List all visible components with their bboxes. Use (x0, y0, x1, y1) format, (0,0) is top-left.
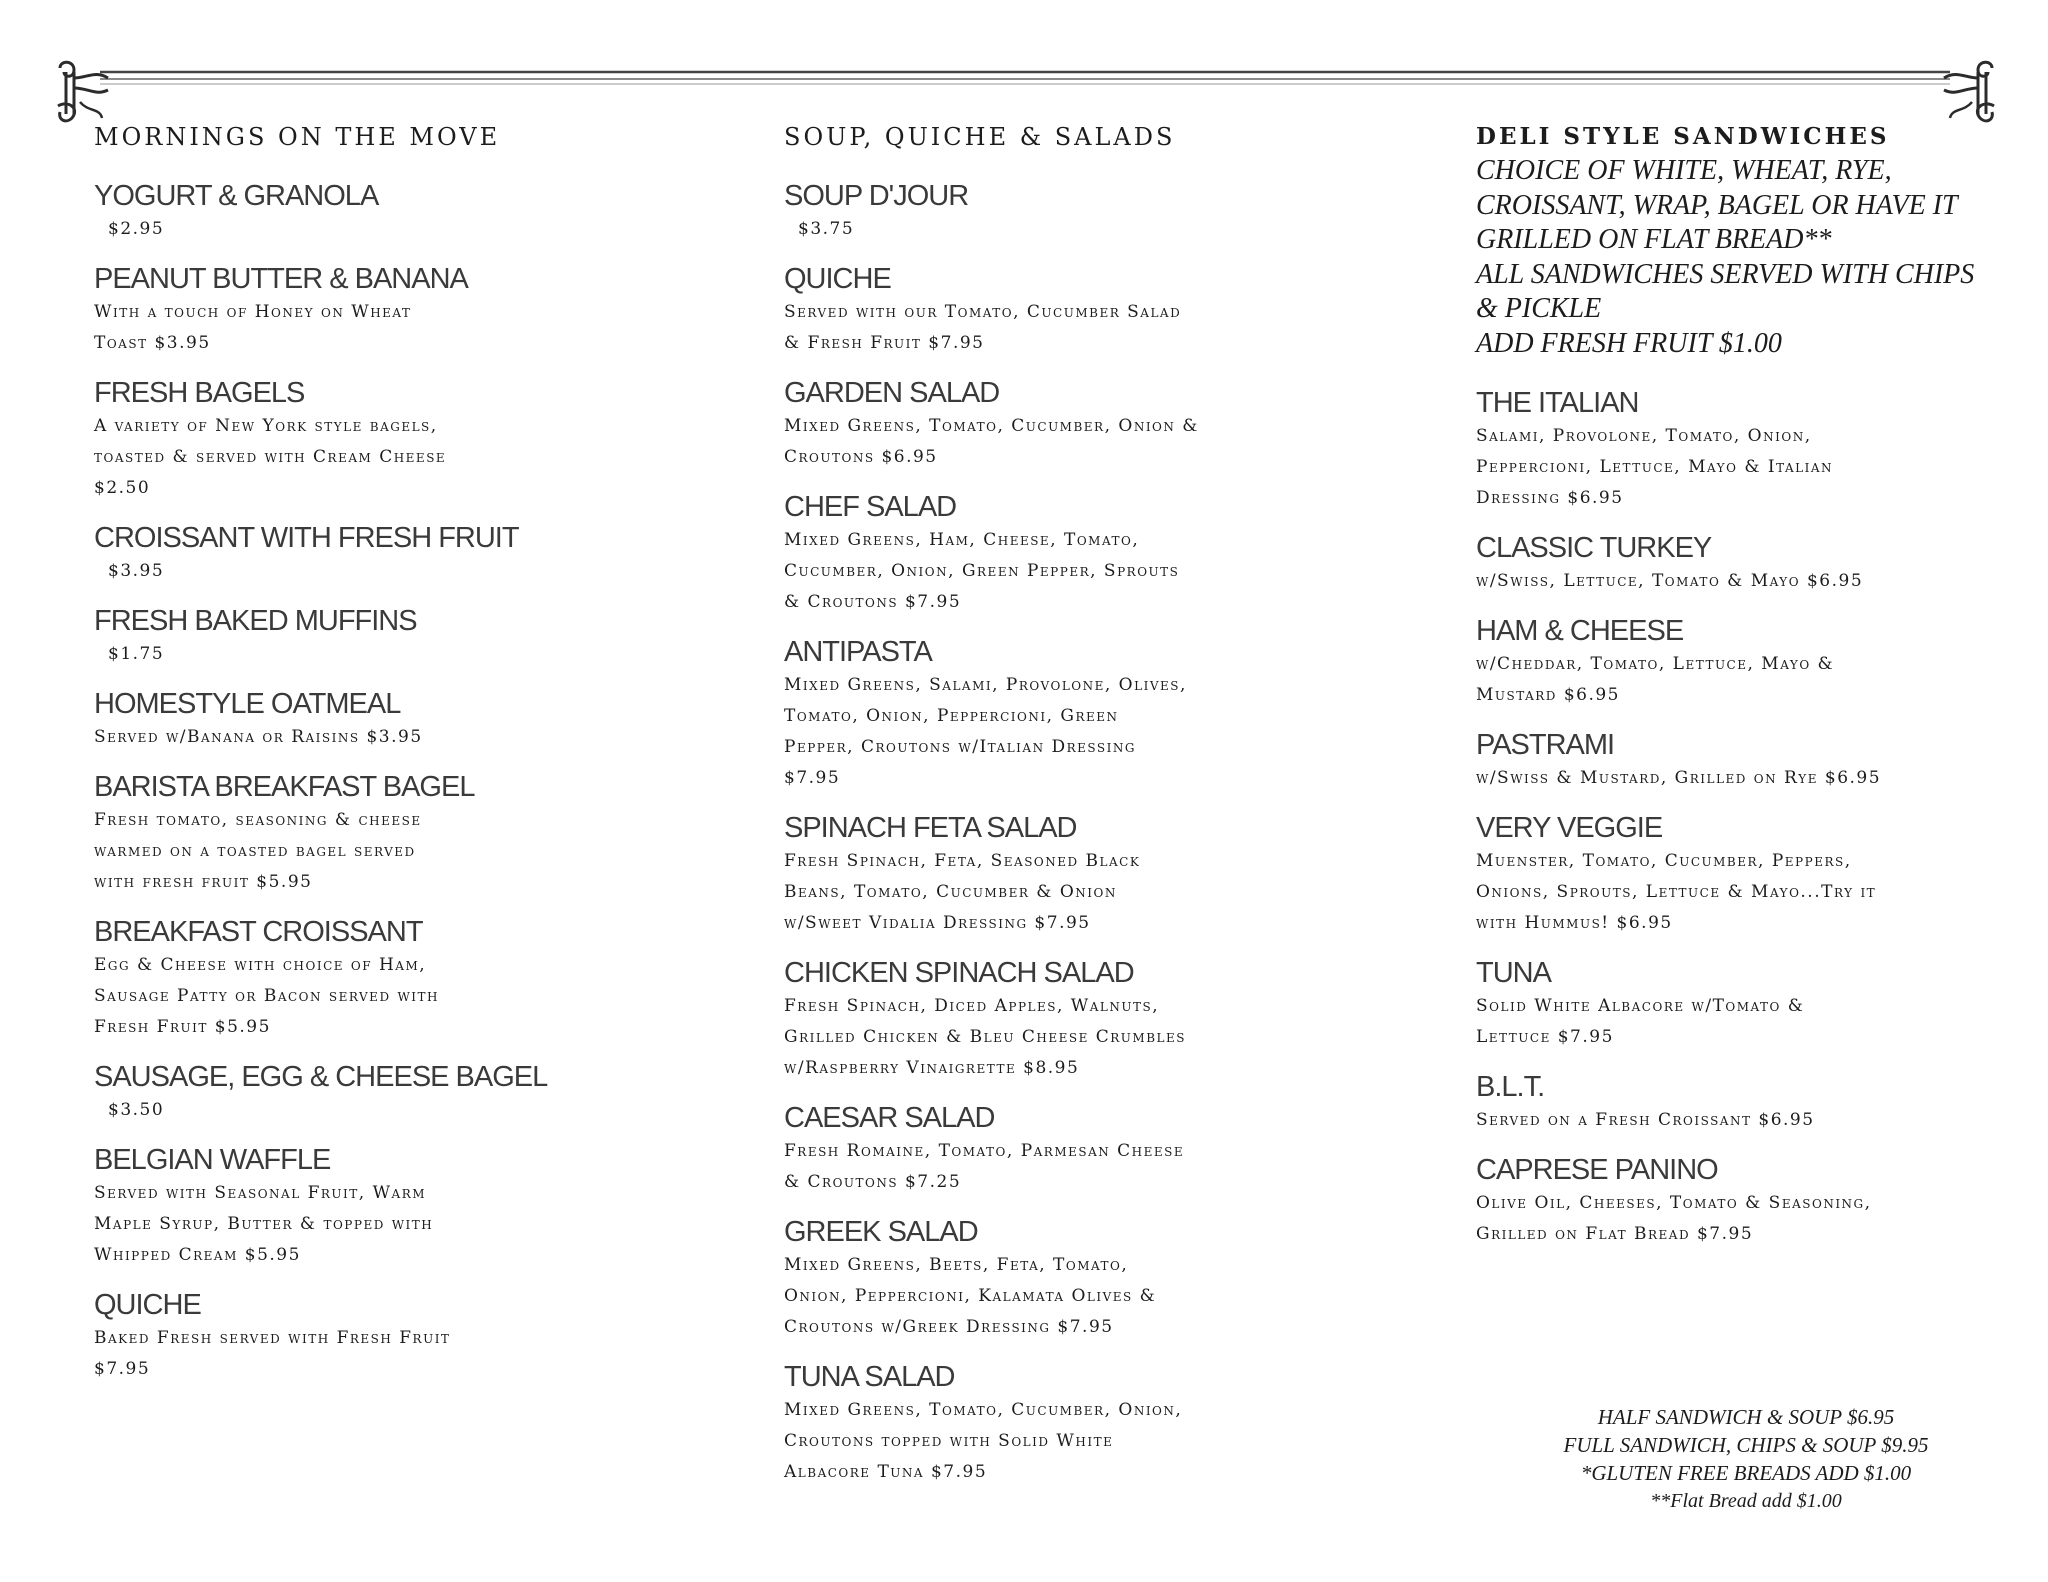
item-name: GREEK SALAD (784, 1216, 978, 1248)
item-name: B.L.T. (1476, 1071, 1545, 1103)
menu-item (1476, 1152, 2016, 1250)
menu-items (94, 178, 694, 1385)
menu-item (94, 261, 694, 359)
menu-item (94, 178, 694, 245)
item-name: THE ITALIAN (1476, 387, 1639, 419)
item-description: Baked Fresh served with Fresh Fruit $7.95 (94, 1328, 451, 1379)
item-description: Olive Oil, Cheeses, Tomato & Seasoning, Grilled on Flat Bread $7.95 (1476, 1193, 1872, 1244)
combo-line: HALF SANDWICH & SOUP $6.95 (1597, 1405, 1895, 1429)
item-description: Muenster, Tomato, Cucumber, Peppers, Onions, Sprouts, Lettuce & Mayo...Try it with Hummus! $6.95 (1476, 851, 1877, 933)
menu-item (784, 261, 1344, 359)
item-name: YOGURT & GRANOLA (94, 180, 379, 212)
menu-item (784, 955, 1344, 1084)
item-description: Served w/Banana or Raisins $3.95 (94, 727, 423, 747)
item-name: CHICKEN SPINACH SALAD (784, 957, 1134, 989)
item-description: Mixed Greens, Salami, Provolone, Olives, Tomato, Onion, Peppercioni, Green Pepper, Croutons w/Italian Dressing $7.95 (784, 675, 1187, 788)
combo-line: FULL SANDWICH, CHIPS & SOUP $9.95 (1563, 1433, 1929, 1457)
menu-item (94, 686, 694, 753)
menu-item (784, 810, 1344, 939)
menu-item (784, 1214, 1344, 1343)
item-description: Mixed Greens, Beets, Feta, Tomato, Onion, Peppercioni, Kalamata Olives & Croutons w/Greek Dressing $7.95 (784, 1255, 1157, 1337)
item-name: CLASSIC TURKEY (1476, 532, 1712, 564)
item-name: CAESAR SALAD (784, 1102, 995, 1134)
item-name: GARDEN SALAD (784, 377, 1000, 409)
menu-item (1476, 955, 2016, 1053)
menu-item (1476, 1069, 2016, 1136)
item-name: QUICHE (784, 263, 891, 295)
combo-line: *GLUTEN FREE BREADS ADD $1.00 (1580, 1461, 1912, 1485)
item-name: TUNA SALAD (784, 1361, 955, 1393)
item-name: PASTRAMI (1476, 729, 1615, 761)
combo-specials (1476, 1403, 2016, 1515)
item-description: $3.75 (798, 219, 855, 239)
deli-sandwiches-column (1476, 120, 2016, 1250)
menu-item (1476, 385, 2016, 514)
item-name: ANTIPASTA (784, 636, 932, 668)
item-name: CAPRESE PANINO (1476, 1154, 1718, 1186)
item-description: $2.95 (108, 219, 165, 239)
menu-item (784, 1100, 1344, 1198)
item-description: With a touch of Honey on Wheat Toast $3.95 (94, 302, 412, 353)
item-name: BREAKFAST CROISSANT (94, 916, 423, 948)
menu-item (1476, 530, 2016, 597)
item-name: VERY VEGGIE (1476, 812, 1663, 844)
item-description: Mixed Greens, Ham, Cheese, Tomato, Cucumber, Onion, Green Pepper, Sprouts & Croutons $7.95 (784, 530, 1180, 612)
item-description: A variety of New York style bagels, toasted & served with Cream Cheese $2.50 (94, 416, 447, 498)
item-name: SPINACH FETA SALAD (784, 812, 1077, 844)
item-description: Fresh Spinach, Feta, Seasoned Black Beans, Tomato, Cucumber & Onion w/Sweet Vidalia Dressing $7.95 (784, 851, 1141, 933)
item-description: w/Cheddar, Tomato, Lettuce, Mayo & Mustard $6.95 (1476, 654, 1835, 705)
item-description: w/Swiss & Mustard, Grilled on Rye $6.95 (1476, 768, 1882, 788)
item-description: Fresh tomato, seasoning & cheese warmed on a toasted bagel served with fresh fruit $5.95 (94, 810, 422, 892)
menu-item (94, 1287, 694, 1385)
item-name: SOUP D'JOUR (784, 180, 969, 212)
item-name: SAUSAGE, EGG & CHEESE BAGEL (94, 1061, 548, 1093)
soup-salads-column (784, 120, 1344, 1488)
item-name: HOMESTYLE OATMEAL (94, 688, 401, 720)
item-name: HAM & CHEESE (1476, 615, 1684, 647)
item-name: CHEF SALAD (784, 491, 957, 523)
item-description: Solid White Albacore w/Tomato & Lettuce $7.95 (1476, 996, 1805, 1047)
menu-item (94, 769, 694, 898)
item-description: w/Swiss, Lettuce, Tomato & Mayo $6.95 (1476, 571, 1864, 591)
menu-item (94, 520, 694, 587)
item-name: FRESH BAGELS (94, 377, 305, 409)
item-name: BARISTA BREAKFAST BAGEL (94, 771, 475, 803)
item-name: CROISSANT WITH FRESH FRUIT (94, 522, 519, 554)
menu-item (784, 634, 1344, 794)
item-name: FRESH BAKED MUFFINS (94, 605, 417, 637)
item-description: $3.50 (108, 1100, 165, 1120)
item-description: Served on a Fresh Croissant $6.95 (1476, 1110, 1815, 1130)
item-description: Mixed Greens, Tomato, Cucumber, Onion & Croutons $6.95 (784, 416, 1199, 467)
menu-item (784, 375, 1344, 473)
item-description: $3.95 (108, 561, 165, 581)
item-name: BELGIAN WAFFLE (94, 1144, 331, 1176)
menu-item (94, 603, 694, 670)
menu-item (94, 1142, 694, 1271)
item-description: $1.75 (108, 644, 165, 664)
item-description: Served with our Tomato, Cucumber Salad & Fresh Fruit $7.95 (784, 302, 1182, 353)
menu-item (784, 1359, 1344, 1488)
menu-item (94, 914, 694, 1043)
item-description: Fresh Spinach, Diced Apples, Walnuts, Grilled Chicken & Bleu Cheese Crumbles w/Raspberry Vinaigrette $8.95 (784, 996, 1186, 1078)
menu-item (784, 489, 1344, 618)
section-title: SOUP, QUICHE & SALADS (784, 123, 1176, 151)
menu-items (1476, 385, 2016, 1250)
left-corner-ornament-icon (52, 58, 112, 128)
menu-item (1476, 613, 2016, 711)
combo-line: **Flat Bread add $1.00 (1650, 1490, 1842, 1512)
menu-item (1476, 810, 2016, 939)
item-name: TUNA (1476, 957, 1551, 989)
bread-choice-note: CHOICE OF WHITE, WHEAT, RYE, CROISSANT, WRAP, BAGEL OR HAVE IT GRILLED ON FLAT BREAD** ALL SANDWICHES SERVED WITH CHIPS & PICKLE ADD FRESH FRUIT $1.00 (1476, 155, 1975, 359)
menu-item (94, 375, 694, 504)
section-title: DELI STYLE SANDWICHES (1476, 123, 1890, 150)
item-name: QUICHE (94, 1289, 201, 1321)
item-name: PEANUT BUTTER & BANANA (94, 263, 468, 295)
mornings-column (94, 120, 694, 1385)
item-description: Served with Seasonal Fruit, Warm Maple Syrup, Butter & topped with Whipped Cream $5.95 (94, 1183, 434, 1265)
top-ornamental-border (0, 0, 2048, 140)
menu-items (784, 178, 1344, 1488)
item-description: Mixed Greens, Tomato, Cucumber, Onion, Croutons topped with Solid White Albacore Tuna $7.95 (784, 1400, 1183, 1482)
item-description: Egg & Cheese with choice of Ham, Sausage Patty or Bacon served with Fresh Fruit $5.95 (94, 955, 440, 1037)
section-title: MORNINGS ON THE MOVE (94, 123, 501, 151)
item-description: Fresh Romaine, Tomato, Parmesan Cheese & Croutons $7.25 (784, 1141, 1185, 1192)
menu-item (94, 1059, 694, 1126)
menu-item (784, 178, 1344, 245)
menu-item (1476, 727, 2016, 794)
right-corner-ornament-icon (1940, 58, 2000, 128)
item-description: Salami, Provolone, Tomato, Onion, Peppercioni, Lettuce, Mayo & Italian Dressing $6.95 (1476, 426, 1833, 508)
